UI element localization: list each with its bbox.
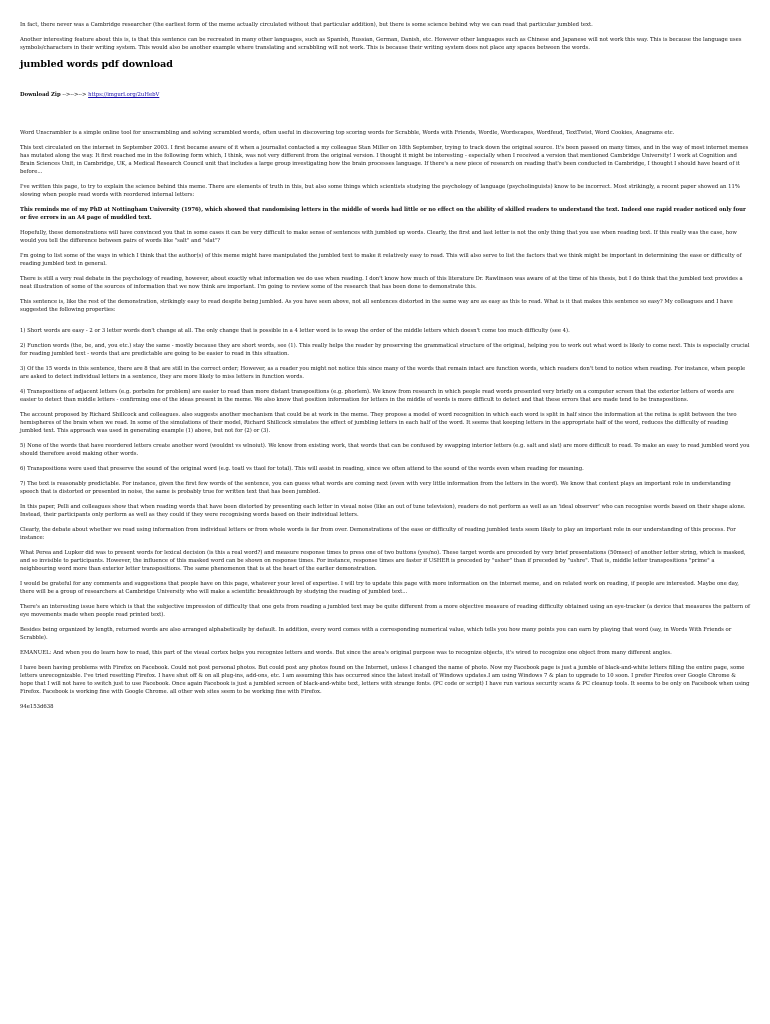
body-paragraph-13: The account proposed by Richard Shillcock and colleagues. also suggests another mechanism that could be at work in the meme. They propose a model of word recognition in which each word is split in half since the information at the retina is split between the two hemispheres of the brain when we read. In some of the simulations of their model, Richard Shillcock simulates the effect of jumbling letters in each half of the word. It seems that keeping letters in the appropriate half of the word, reduces the difficulty of reading jumbled text. This approach was used in generating example (1) above, but not for (2) or (3).	[20, 412, 737, 434]
download-line	[20, 91, 750, 99]
body-paragraph-22: Besides being organized by length, returned words are also arranged alphabetically by default. In addition, every word comes with a corresponding numerical value, which tells you how many points you can earn by playing that word (say, in Words With Friends or Scrabble).	[20, 627, 732, 641]
intro-paragraph-1: In fact, there never was a Cambridge researcher (the earliest form of the meme actually circulated without that particular addition), but there is some science behind why we can read that particular jumbled text.	[20, 22, 593, 28]
body-paragraph-17: In this paper, Pelli and colleagues show that when reading words that have been distorted by presenting each letter in visual noise (like an out of tune television), readers do not perform as well as an 'ideal observer' who can recognise words based on their shape alone. Instead, their participants only perform as well as they could if they were recognising words based on their individual letters.	[20, 504, 746, 518]
body-paragraph-23: EMANUEL: And when you do learn how to read, this part of the visual cortex helps you recognize letters and words. But since the area's original purpose was to recognize objects, it's wired to recognize one object from many different angles.	[20, 650, 672, 656]
body-quote-bold: This reminds me of my PhD at Nottingham University (1976), which showed that randomising letters in the middle of words had little or no effect on the ability of skilled readers to understand the text. Indeed one rapid reader noticed only four or five errors in an A4 page of muddled text.	[20, 207, 746, 221]
body-paragraph-5: Hopefully, these demonstrations will have convinced you that in some cases it can be very difficult to make sense of sentences with jumbled up words. Clearly, the first and last letter is not the only thing that you use when reading text. If this really was the case, how would you tell the difference between pairs of words like "salt" and "slat"?	[20, 230, 737, 244]
download-link[interactable]: https://imgurl.org/2uHebV	[88, 92, 160, 98]
download-label: Download Zip	[20, 92, 61, 98]
list-item-7: 7) The text is reasonably predictable. For instance, given the first few words of the sentence, you can guess what words are coming next (even with very little information from the letters in the word). We know that context plays an important role in understanding speech that is distorted or presented in noise, the same is probably true for written text that has been jumbled.	[20, 481, 731, 495]
intro-paragraph-2: Another interesting feature about this is, is that this sentence can be recreated in many other languages, such as Spanish, Russian, German, Danish, etc. However other languages such as Chinese and Japanese will not work this way. This is because the language uses symbols/characters in their writing system. This would also be another example where translating and scrabbling will not work. This is because their writing system does not place any spaces between the words.	[20, 37, 742, 51]
body-paragraph-7: There is still a very real debate in the psychology of reading, however, about exactly what information we do use when reading. I don't know how much of this literature Dr. Rawlinson was aware of at the time of his thesis, but I do think that the jumbled text provides a neat illustration of some of the sources of information that we now think are important. I'm going to review some of the research that has been done to demonstrate this.	[20, 276, 743, 290]
download-arrows: -->-->-->	[62, 92, 87, 98]
body-paragraph-2: This text circulated on the internet in September 2003. I first became aware of it when a journalist contacted a my colleague Stan Miller on 18th September, trying to track down the original source. It's been passed on many times, and in the way of most internet memes has mutated along the way. It first reached me in the following form which, I think, was not very different from the original version. I thought it might be interesting - especially when I received a version that mentioned Cambridge University! I work at Cognition and Brain Sciences Unit, in Cambridge, UK, a Medical Research Council unit that includes a large group investigating how the brain processes language. If there's a new piece of research on reading that's been conducted in Cambridge, I thought I should have heard of it before...	[20, 145, 749, 175]
body-paragraph-3: I've written this page, to try to explain the science behind this meme. There are elements of truth in this, but also some things which scientists studying the psychology of language (psycholinguists) know to be incorrect. Most strikingly, a recent paper showed an 11% slowing when people read words with reordered internal letters:	[20, 184, 740, 198]
body-paragraph-20: I would be grateful for any comments and suggestions that people have on this page, whatever your level of expertise. I will try to update this page with more information on the internet meme, and on related work on reading, if people are interested. Maybe one day, there will be a group of researchers at Cambridge University who will make a scientific breakthrough by studying the reading of jumbled text...	[20, 581, 739, 595]
list-item-5: 5) None of the words that have reordered letters create another word (wouldnt vs wlnoiut). We know from existing work, that words that can be confused by swapping interior letters (e.g. salt and slat) are more difficult to read. To make an easy to read jumbled word you should therefore avoid making other words.	[20, 443, 750, 457]
footer-code: 94e153d638	[20, 704, 54, 710]
body-paragraph-19: What Perea and Lupker did was to present words for lexical decision (is this a real word?) and measure response times to press one of two buttons (yes/no). These target words are preceded by very brief presentations (50msec) of another letter string, which is masked, and so invisible to participants. However, the influence of this masked word can be shown on response times. For instance, response times are faster if USHER is preceded by "usher" than if preceded by "ushre". That is, middle letter transpositions "prime" a neighbouring word more than exterior letter transpositions. The same phenomenon that is at the heart of the earlier demonstration.	[20, 550, 746, 572]
list-item-2: 2) Function words (the, be, and, you etc.) stay the same - mostly because they are short words, see (1). This really helps the reader by preserving the grammatical structure of the original, helping you to work out what word is likely to come next. This is especially crucial for reading jumbled text - words that are predictable are going to be easier to read in this situation.	[20, 343, 750, 357]
list-item-1: 1) Short words are easy - 2 or 3 letter words don't change at all. The only change that is possible in a 4 letter word is to swap the order of the middle letters which doesn't come too much difficulty (see 4).	[20, 328, 570, 334]
list-item-4: 4) Transpositions of adjacent letters (e.g. porbelm for problem) are easier to read than more distant transpositions (e.g. phorlem). We know from research in which people read words presented very briefly on a computer screen that the exterior letters of words are easier to detect than middle letters - confirming one of the ideas present in the meme. We also know that position information for letters in the middle of words is more difficult to detect and that these errors that are made tend to be transpositions.	[20, 389, 734, 403]
page-heading: jumbled words pdf download	[20, 59, 173, 70]
body-paragraph-6: I'm going to list some of the ways in which I think that the author(s) of this meme might have manipulated the jumbled text to make it relatively easy to read. This will also serve to list the factors that we think might be important in determining the ease or difficulty of reading jumbled text in general.	[20, 253, 742, 267]
list-item-3: 3) Of the 15 words in this sentence, there are 8 that are still in the correct order; However, as a reader you might not notice this since many of the words that remain intact are function words, which readers don't tend to notice when reading. For instance, when people are asked to detect individual letters in a sentence, they are more likely to miss letters in function words.	[20, 366, 746, 380]
body-paragraph-21: There's an interesting issue here which is that the subjective impression of difficulty that one gets from reading a jumbled text may be quite different from a more objective measure of reading difficulty obtained using an eye-tracker (a device that measures the pattern of eye movements made when people read printed text).	[20, 604, 750, 618]
body-paragraph-18: Clearly, the debate about whether we read using information from individual letters or from whole words is far from over. Demonstrations of the ease or difficulty of reading jumbled texts seem likely to play an important role in our understanding of this process. For instance:	[20, 527, 736, 541]
body-paragraph-24: I have been having problems with Firefox on Facebook. Could not post personal photos. But could post any photos found on the Internet, unless I changed the name of photo. Now my Facebook page is just a jumble of black-and-white letters filling the entire page, some letters unrecognizable. I've tried resetting Firefox. I have shut off & on all plug-ins, add-ons, etc. I am assuming this has occurred since the latest install of Windows updates.I am using Windows 7 & plan to upgrade to 10 soon. I prefer Firefox over Google Chrome & hope that I will not have to switch just to use Facebook. Once again Facebook is just a jumbled screen of black-and-white text, letters with strange fonts. (PC code or script) I have run various security scans & PC cleanup tools. It seems to be only on Facebook when using Firefox. Facebook is working fine with Google Chrome. all other web sites seem to be working fine with Firefox.	[20, 665, 750, 695]
body-paragraph-1: Word Unscrambler is a simple online tool for unscrambling and solving scrambled words, often useful in discovering top scoring words for Scrabble, Words with Friends, Wordle, Wordscapes, Wordfeud, TextTwist, Word Cookies, Anagrams etc.	[20, 130, 675, 136]
body-paragraph-8: This sentence is, like the rest of the demonstration, strikingly easy to read despite being jumbled. As you have seen above, not all sentences distorted in the same way are as easy as this to read. What is it that makes this sentence so easy? My colleagues and I have suggested the following properties:	[20, 299, 733, 313]
list-item-6: 6) Transpositions were used that preserve the sound of the original word (e.g. toatl vs ttaol for total). This will assist in reading, since we often attend to the sound of the words even when reading for meaning.	[20, 466, 584, 472]
